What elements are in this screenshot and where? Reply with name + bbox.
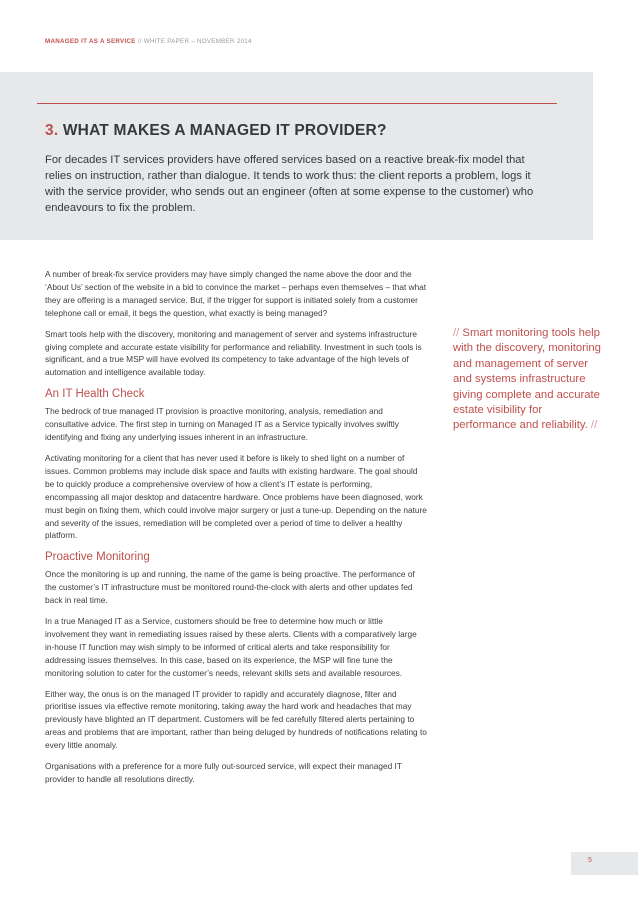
running-head bbox=[45, 38, 252, 45]
subheading-proactive-monitoring: Proactive Monitoring bbox=[45, 551, 150, 564]
body-column bbox=[45, 268, 427, 794]
page-number-tab bbox=[571, 852, 638, 875]
body-paragraph: In a true Managed IT as a Service, customers should be free to determine how much or little involvement they want in remediating issues raised by these alerts. Clients with a comparatively large in-house IT function may wish simply to be informed of critical alerts and take responsibility for addressing issues themselves. In this case, based on its experience, the MSP will fine tune the monitoring solution to cater for the customer’s needs, relevant skills sets and available resources. bbox=[45, 616, 417, 678]
body-paragraph: Once the monitoring is up and running, the name of the game is being proactive. The performance of the customer’s IT infrastructure must be monitored round-the-clock with alerts and other updates fed back in real time. bbox=[45, 569, 415, 606]
section-number: 3. bbox=[45, 122, 59, 139]
body-paragraph: Smart tools help with the discovery, monitoring and management of server and systems infrastructure giving complete and accurate estate visibility for performance and reliability. Investment in such tools is significant, and a true MSP will have evolved its competency to take advantage of the high levels of automation and intelligence available today. bbox=[45, 328, 422, 378]
pull-quote-text: Smart monitoring tools help with the discovery, monitoring and management of server and systems infrastructure giving complete and accurate estate visibility for performance and reliability. bbox=[453, 327, 601, 432]
body-paragraph: Activating monitoring for a client that has never used it before is likely to shed light on a number of issues. Common problems may include disk space and faults with existing hardware. The goal should be to quickly produce a comprehensive overview of how a client’s IT estate is performing, encompassing all major desktop and datacentre hardware. Once problems have been diagnosed, work must begin on fixing them, which could involve major surgery or just a tune-up. Depending on the nature and severity of the issues, remediation will be completed over a period of time to deliver a healthy platform. bbox=[45, 452, 427, 541]
pull-quote bbox=[453, 326, 603, 434]
pull-quote-open-mark: // bbox=[453, 327, 463, 339]
body-paragraph: A number of break-fix service providers may have simply changed the name above the door and the ‘About Us’ section of the website in a bid to convince the market – perhaps even themselves – that what they are offering is a managed service. But, if the trigger for support is initiated solely from a customer telephone call or email, it begs the question, what exactly is being managed? bbox=[45, 269, 427, 318]
page-number: 5 bbox=[588, 857, 592, 864]
section-divider bbox=[37, 103, 557, 104]
section-title-text: WHAT MAKES A MANAGED IT PROVIDER? bbox=[62, 122, 387, 139]
section-header-band bbox=[0, 72, 593, 240]
body-paragraph: Either way, the onus is on the managed IT provider to rapidly and accurately diagnose, filter and prioritise issues via effective remote monitoring, taking away the hard work and headaches that may previously have blighted an IT department. Customers will be fed carefully filtered alerts pertaining to areas and problems that are important, rather than being deluged by hundreds of notifications relating to every little anomaly. bbox=[45, 688, 427, 751]
running-head-detail: // WHITE PAPER – NOVEMBER 2014 bbox=[135, 38, 252, 45]
pull-quote-close-mark: // bbox=[587, 419, 598, 432]
section-title bbox=[45, 122, 387, 140]
section-lead: For decades IT services providers have offered services based on a reactive break-fix model that relies on instruction, rather than dialogue. It tends to work thus: the client reports a problem, logs it with the service provider, who sends out an engineer (often at some expense to the customer) who endeavours to fix the problem. bbox=[45, 154, 534, 214]
body-paragraph: Organisations with a preference for a more fully out-sourced service, will expect their managed IT provider to handle all resolutions directly. bbox=[45, 761, 402, 784]
running-head-title: MANAGED IT AS A SERVICE bbox=[45, 38, 136, 45]
subheading-health-check: An IT Health Check bbox=[45, 388, 145, 401]
body-paragraph: The bedrock of true managed IT provision is proactive monitoring, analysis, remediation and consultative advice. The first step in turning on Managed IT as a Service typically involves swiftly identifying and fixing any underlying issues inherent in an infrastructure. bbox=[45, 406, 399, 443]
